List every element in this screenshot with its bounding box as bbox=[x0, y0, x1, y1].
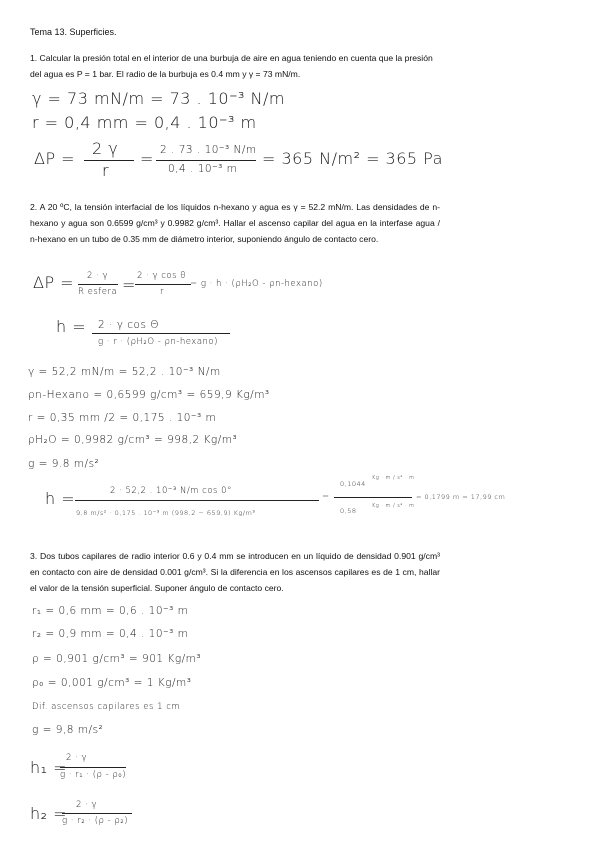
p1-frac2-den: 0,4 . 10⁻³ m bbox=[168, 163, 238, 175]
p2-frac2-rest: = g · h · (ρH₂O - ρn-hexano) bbox=[190, 279, 323, 289]
p2-h-num: 2 · γ cos Θ bbox=[98, 319, 160, 331]
p2-final-result: = 0,1799 m = 17,99 cm bbox=[416, 493, 506, 501]
p2-frac1-num: 2 · γ bbox=[87, 271, 109, 281]
p1-dp-lhs: ΔP = bbox=[34, 149, 76, 168]
p3-h2-num: 2 · γ bbox=[76, 800, 98, 810]
p3-h1-bar bbox=[60, 767, 126, 768]
problem-1-statement: 1. Calcular la presión total en el interior de una burbuja de aire en agua teniendo en cuenta que la presión del agua es P = 1 bar. El radio de la burbuja es 0.4 mm y γ = 73 mN/m. bbox=[30, 53, 433, 79]
p2-frac1-den: R esfera bbox=[78, 287, 118, 297]
p2-final-eq: = bbox=[322, 492, 330, 502]
p1-frac1-num: 2 γ bbox=[92, 139, 119, 158]
p2-unit-bar bbox=[334, 497, 412, 498]
p3-r2-line: r₂ = 0,9 mm = 0,4 . 10⁻³ m bbox=[32, 628, 189, 640]
p2-g-line: g = 9.8 m/s² bbox=[28, 458, 100, 470]
p2-dp-lhs: ΔP = bbox=[33, 273, 75, 292]
p3-dif-line: Dif. ascensos capilares es 1 cm bbox=[32, 702, 181, 712]
p2-radius-line: r = 0,35 mm /2 = 0,175 . 10⁻³ m bbox=[28, 412, 217, 424]
p3-rho0-line: ρ₀ = 0,001 g/cm³ = 1 Kg/m³ bbox=[32, 677, 192, 689]
p3-h2-lhs: h₂ = bbox=[30, 804, 68, 823]
p2-final-den: 9,8 m/s² · 0,175 . 10⁻³ m (998,2 − 659,9) Kg/m³ bbox=[76, 509, 256, 517]
p1-dp-eq: = bbox=[140, 149, 154, 168]
problem-2-statement: 2. A 20 ºC, la tensión interfacial de los líquidos n-hexano y agua es γ = 52.2 mN/m. Las densidades de n-hexano y agua son 0.6599 g/cm³ y 0.9982 g/cm³. Hallar el ascenso capilar del agua en la interfase agua / n-hexano en un tubo de 0.35 mm de diámetro interior, suponiendo ángulo de contacto cero. bbox=[30, 202, 440, 244]
p1-frac1-den: r bbox=[102, 161, 110, 180]
p2-unit-num-a: 0,1044 bbox=[340, 480, 366, 488]
p1-frac2-num: 2 . 73 . 10⁻³ N/m bbox=[160, 144, 257, 156]
p2-rho-water-line: ρH₂O = 0,9982 g/cm³ = 998,2 Kg/m³ bbox=[28, 434, 238, 446]
p2-final-bar bbox=[75, 500, 319, 501]
p2-unit-num-b: Kg · m / s² · m bbox=[372, 475, 415, 481]
p1-frac2-bar bbox=[156, 160, 256, 161]
page-title: Tema 13. Superficies. bbox=[30, 27, 117, 37]
p2-frac2-num: 2 · γ cos θ bbox=[137, 271, 186, 281]
p2-final-lhs: h = bbox=[45, 489, 76, 508]
p3-h1-den: g · r₁ · (ρ - ρ₀) bbox=[60, 770, 127, 780]
p2-unit-den-b: Kg · m / s² · m bbox=[372, 503, 415, 509]
p2-final-num: 2 · 52,2 . 10⁻³ N/m cos 0° bbox=[110, 486, 232, 496]
p3-r1-line: r₁ = 0,6 mm = 0,6 . 10⁻³ m bbox=[32, 605, 189, 617]
p2-h-den: g · r · (ρH₂O - ρn-hexano) bbox=[98, 337, 218, 347]
p1-result: = 365 N/m² = 365 Pa bbox=[262, 149, 443, 168]
p3-h2-bar bbox=[62, 813, 132, 814]
p2-frac2-bar bbox=[135, 284, 191, 285]
p3-h1-num: 2 · γ bbox=[66, 753, 88, 763]
p2-gamma-line: γ = 52,2 mN/m = 52,2 . 10⁻³ N/m bbox=[28, 366, 221, 378]
p2-frac2-den: r bbox=[160, 287, 164, 297]
problem-3-statement: 3. Dos tubos capilares de radio interior 0.6 y 0.4 mm se introducen en un líquido de densidad 0.901 g/cm³ en contacto con aire de densidad 0.001 g/cm³. Si la diferencia en los ascensos capilares es de 1 cm, hallar el valor de la tensión superficial. Suponer ángulo de contacto cero. bbox=[30, 551, 440, 593]
p3-h1-lhs: h₁ = bbox=[30, 758, 68, 777]
p2-frac1-bar bbox=[78, 284, 118, 285]
p2-h-lhs: h = bbox=[56, 317, 87, 336]
p1-gamma-line: γ = 73 mN/m = 73 . 10⁻³ N/m bbox=[32, 89, 285, 108]
p1-radius-line: r = 0,4 mm = 0,4 . 10⁻³ m bbox=[32, 113, 257, 132]
p3-rho-line: ρ = 0,901 g/cm³ = 901 Kg/m³ bbox=[32, 653, 202, 665]
p3-g-line: g = 9,8 m/s² bbox=[32, 724, 104, 736]
p2-eq1: = bbox=[122, 275, 136, 294]
p2-h-bar bbox=[92, 333, 230, 334]
p2-unit-den-a: 0,58 bbox=[340, 507, 357, 515]
p2-rho-hexane-line: ρn-Hexano = 0,6599 g/cm³ = 659,9 Kg/m³ bbox=[28, 389, 270, 401]
p3-h2-den: g · r₂ · (ρ - ρ₂) bbox=[62, 816, 129, 826]
